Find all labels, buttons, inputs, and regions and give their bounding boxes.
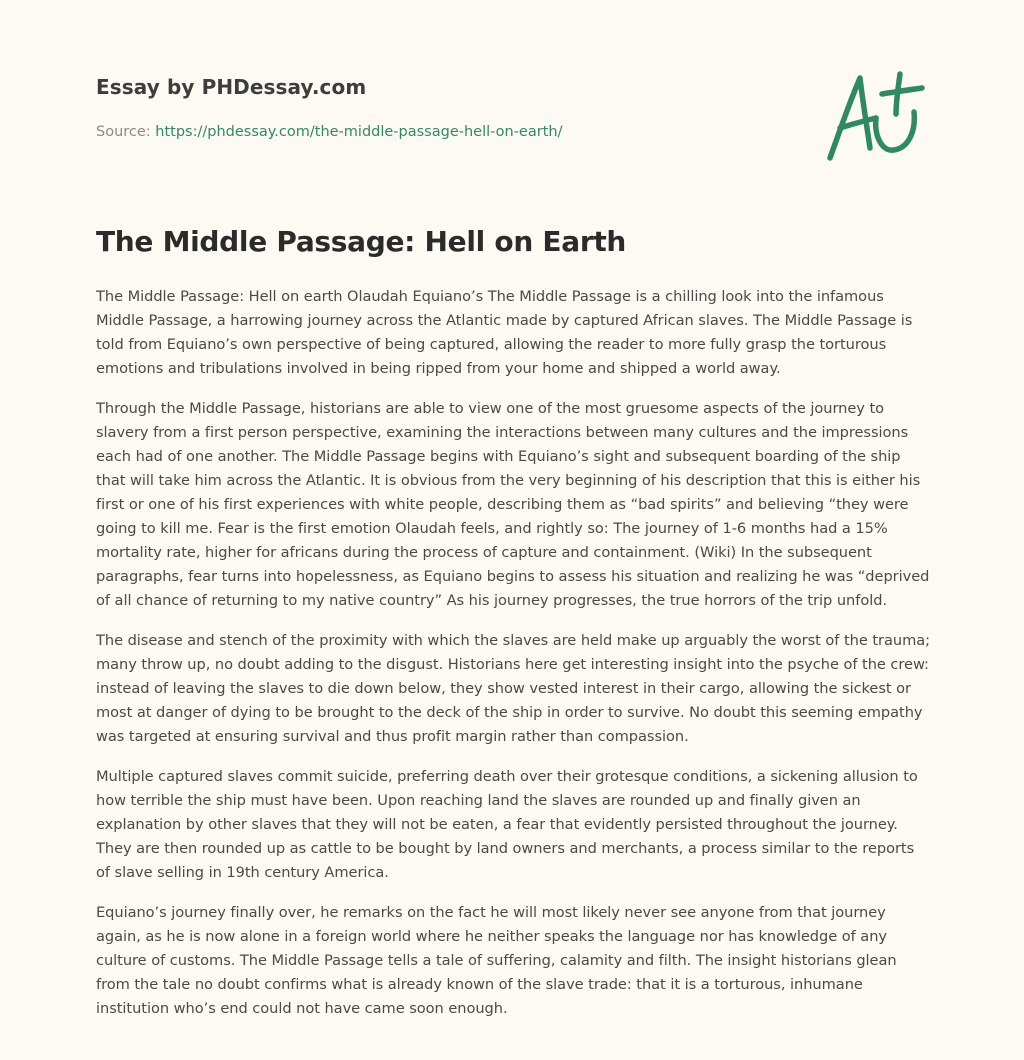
essay-body [96, 285, 930, 1037]
essay-paragraph: Through the Middle Passage, historians are able to view one of the most gruesome aspects of the journey to slavery from a first person perspective, examining the interactions between many cultures and the impressions each had of one another. The Middle Passage begins with Equiano’s sight and subsequent boarding of the ship that will take him across the Atlantic. It is obvious from the very beginning of his description that this is either his first or one of his first experiences with white people, describing them as “bad spirits” and believing “they were going to kill me. Fear is the first emotion Olaudah feels, and rightly so: The journey of 1-6 months had a 15% mortality rate, higher for africans during the process of capture and containment. (Wiki) In the subsequent paragraphs, fear turns into hopelessness, as Equiano begins to assess his situation and realizing he was “deprived of all chance of returning to my native country” As his journey progresses, the true horrors of the trip unfold. [96, 400, 930, 609]
source-label: Source: [96, 124, 156, 140]
source-link[interactable]: https://phdessay.com/the-middle-passage-hell-on-earth/ [155, 124, 563, 140]
essay-paragraph: The Middle Passage: Hell on earth Olaudah Equiano’s The Middle Passage is a chilling look into the infamous Middle Passage, a harrowing journey across the Atlantic made by captured African slaves. The Middle Passage is told from Equiano’s own perspective of being captured, allowing the reader to more fully grasp the torturous emotions and tribulations involved in being ripped from your home and shipped a world away. [96, 288, 913, 377]
essay-paragraph: The disease and stench of the proximity with which the slaves are held make up arguably the worst of the trauma; many throw up, no doubt adding to the disgust. Historians here get interesting insight into the psyche of the crew: instead of leaving the slaves to die down below, they show vested interest in their cargo, allowing the sickest or most at danger of dying to be brought to the deck of the ship in order to survive. No doubt this seeming empathy was targeted at ensuring survival and thus profit margin rather than compassion. [96, 632, 931, 745]
a-plus-grade-icon [818, 66, 930, 166]
essay-paragraph: Multiple captured slaves commit suicide, preferring death over their grotesque conditions, a sickening allusion to how terrible the ship must have been. Upon reaching land the slaves are rounded up and finally given an explanation by other slaves that they will not be eaten, a fear that evidently persisted throughout the journey. They are then rounded up as cattle to be bought by land owners and merchants, a process similar to the reports of slave selling in 19th century America. [96, 768, 918, 881]
essay-paragraph: Equiano’s journey finally over, he remarks on the fact he will most likely never see anyone from that journey again, as he is now alone in a foreign world where he neither speaks the language nor has knowledge of any culture of customs. The Middle Passage tells a tale of suffering, calamity and filth. The insight historians glean from the tale no doubt confirms what is already known of the slave trade: that it is a torturous, inhumane institution who’s end could not have came soon enough. [96, 904, 897, 1017]
source-line [96, 124, 562, 140]
site-title: Essay by PHDessay.com [96, 75, 367, 99]
essay-title: The Middle Passage: Hell on Earth [96, 225, 627, 258]
